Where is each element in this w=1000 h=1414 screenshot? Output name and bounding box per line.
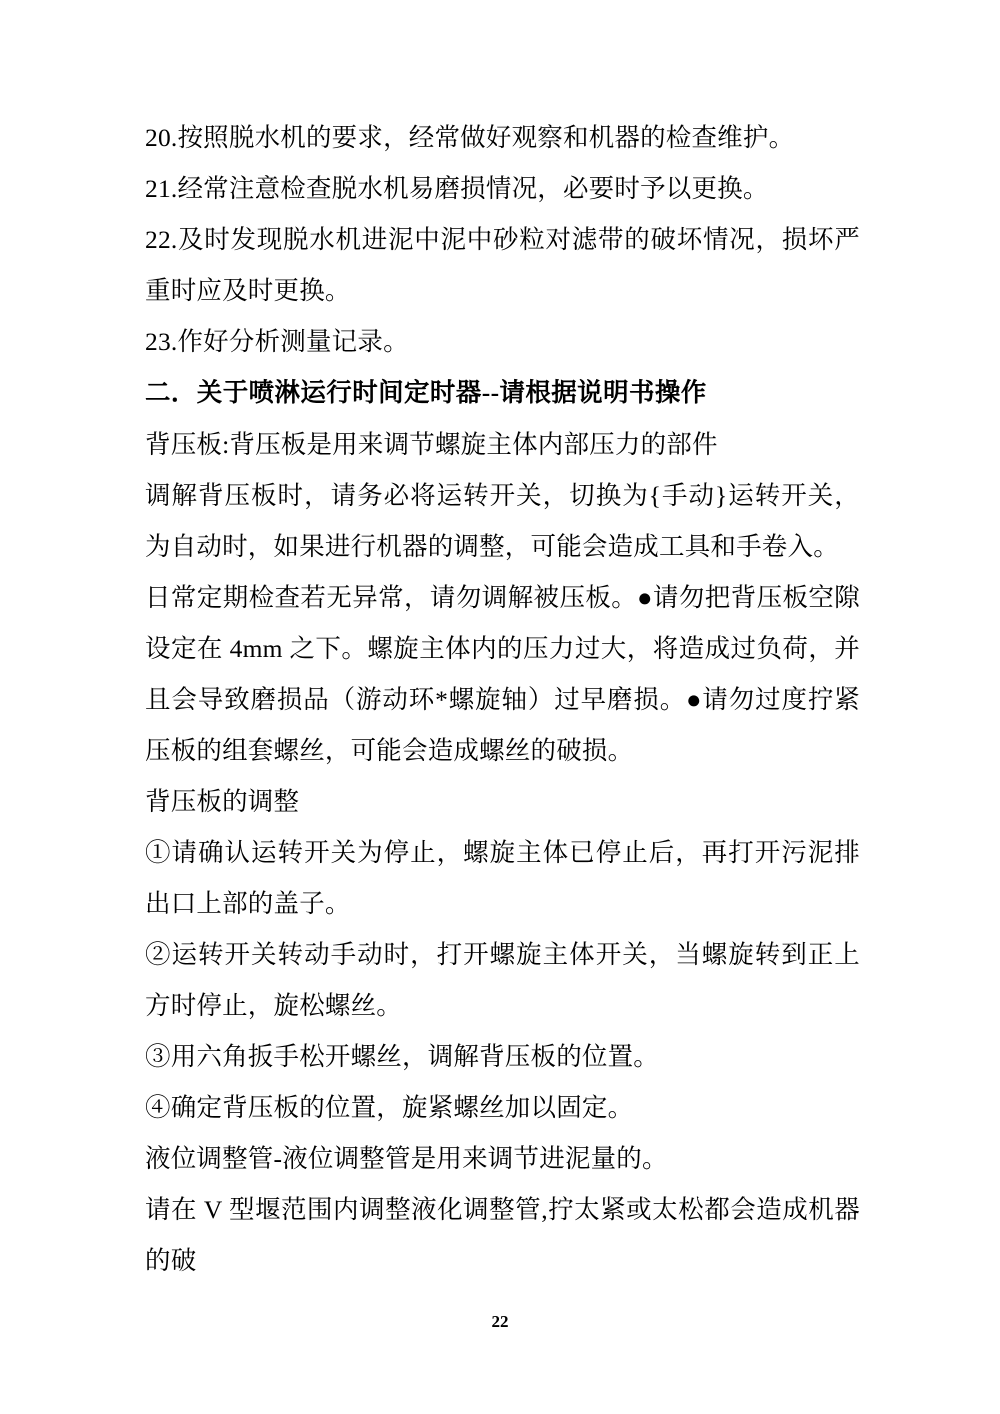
step-4: ④确定背压板的位置，旋紧螺丝加以固定。 <box>145 1093 634 1122</box>
list-item-21: 21.经常注意检查脱水机易磨损情况，必要时予以更换。 <box>145 174 769 203</box>
paragraph-level-tube-definition: 液位调整管-液位调整管是用来调节进泥量的。 <box>145 1144 668 1173</box>
step-1: ①请确认运转开关为停止，螺旋主体已停止后，再打开污泥排出口上部的盖子。 <box>145 838 860 918</box>
list-item-23: 23.作好分析测量记录。 <box>145 327 409 356</box>
list-item-22: 22.及时发现脱水机进泥中泥中砂粒对滤带的破坏情况，损坏严重时应及时更换。 <box>145 225 860 305</box>
subheading-plate-adjustment: 背压板的调整 <box>145 787 300 816</box>
page-number: 22 <box>491 1312 509 1331</box>
step-3: ③用六角扳手松开螺丝，调解背压板的位置。 <box>145 1042 660 1071</box>
paragraph-v-weir-note: 请在 V 型堰范围内调整液化调整管,拧太紧或太松都会造成机器的破 <box>145 1195 860 1275</box>
section-heading: 二．关于喷淋运行时间定时器--请根据说明书操作 <box>145 378 707 407</box>
list-item-20: 20.按照脱水机的要求，经常做好观察和机器的检查维护。 <box>145 123 795 152</box>
paragraph-daily-inspection-notes: 日常定期检查若无异常，请勿调解被压板。●请勿把背压板空隙设定在 4mm 之下。螺旋主体内的压力过大，将造成过负荷，并且会导致磨损品（游动环*螺旋轴）过早磨损。●请勿过度拧紧压板的组套螺丝，可能会造成螺丝的破损。 <box>145 583 860 765</box>
document-body <box>145 112 860 1286</box>
step-2: ②运转开关转动手动时，打开螺旋主体开关，当螺旋转到正上方时停止，旋松螺丝。 <box>145 940 860 1020</box>
paragraph-back-pressure-plate-definition: 背压板:背压板是用来调节螺旋主体内部压力的部件 <box>145 430 718 459</box>
paragraph-adjust-warning: 调解背压板时，请务必将运转开关，切换为{手动}运转开关， 为自动时，如果进行机器的调整，可能会造成工具和手卷入。 <box>145 481 860 561</box>
